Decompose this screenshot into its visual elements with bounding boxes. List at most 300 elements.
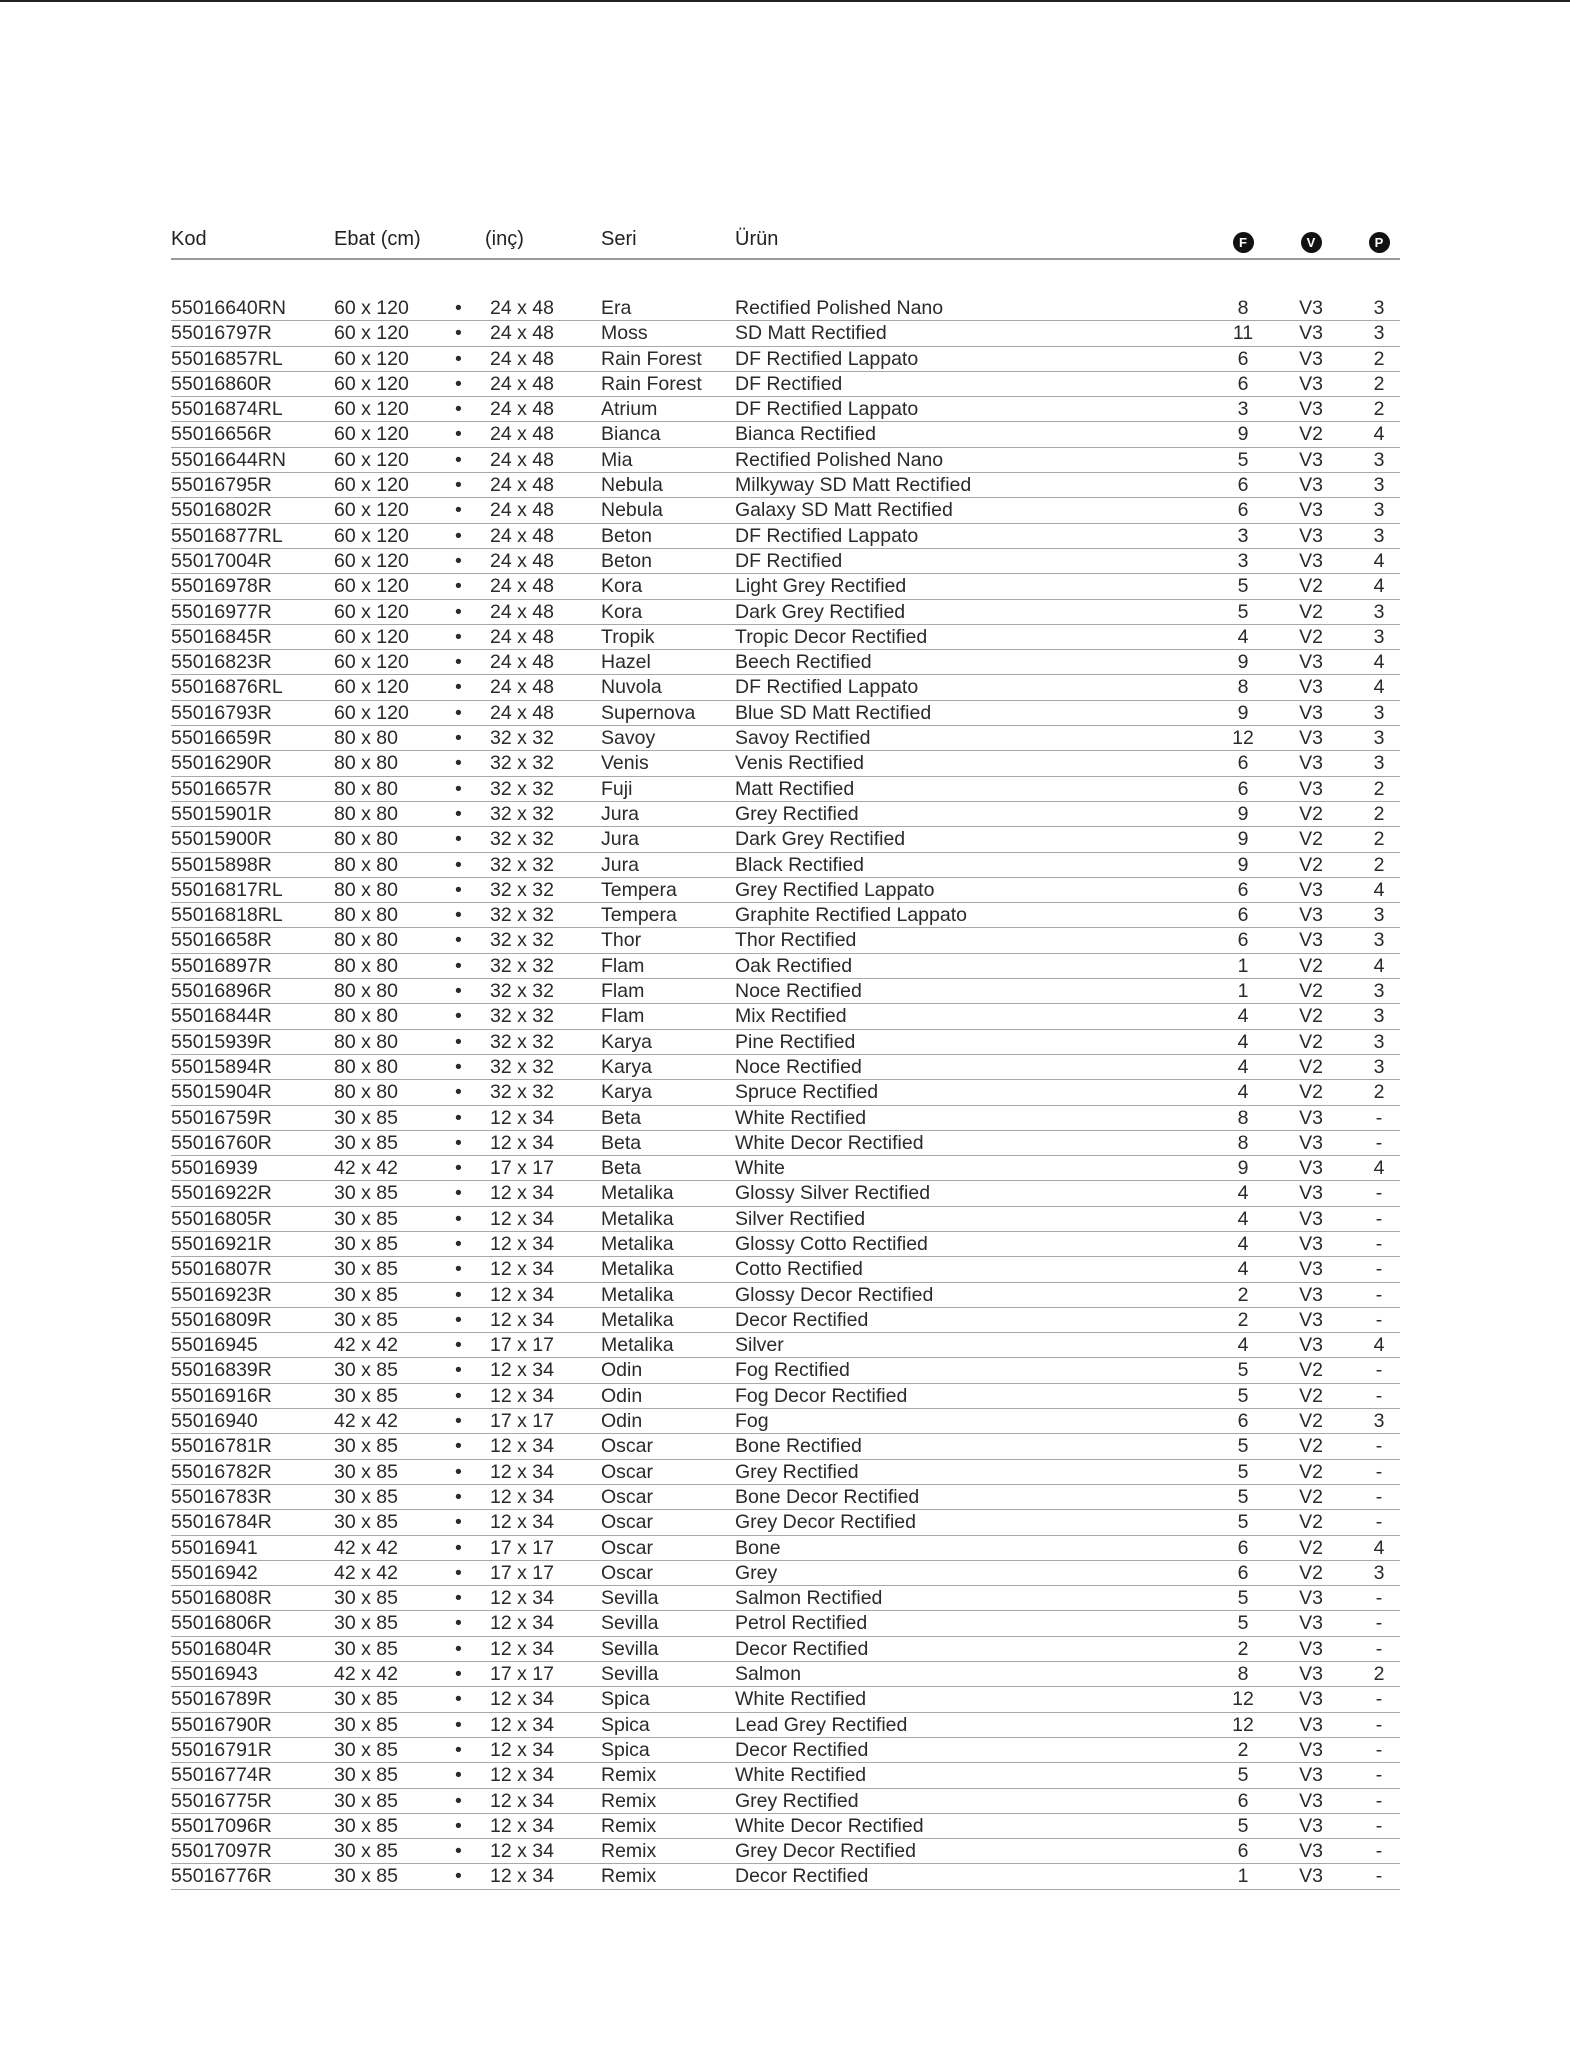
cell-inc: 12 x 34 — [490, 1637, 554, 1660]
cell-inc: 24 x 48 — [490, 322, 554, 345]
cell-v: V3 — [1299, 1637, 1323, 1660]
cell-seri: Karya — [601, 1030, 652, 1053]
cell-inc: 24 x 48 — [490, 676, 554, 699]
cell-f: 9 — [1237, 1157, 1249, 1180]
cell-urun: Lead Grey Rectified — [735, 1713, 908, 1736]
cell-f: 6 — [1237, 929, 1249, 952]
cell-kod: 55016791R — [171, 1738, 272, 1761]
cell-v: V3 — [1299, 752, 1323, 775]
cell-ebat-cm: 60 x 120 — [334, 448, 409, 471]
cell-p: - — [1375, 1182, 1383, 1205]
cell-f: 9 — [1237, 802, 1249, 825]
table-row — [171, 1106, 1400, 1131]
cell-p: - — [1375, 1460, 1383, 1483]
cell-urun: Grey Rectified Lappato — [735, 878, 935, 901]
cell-p: 2 — [1373, 1081, 1385, 1104]
header-urun: Ürün — [735, 228, 779, 250]
cell-f: 5 — [1237, 1384, 1249, 1407]
cell-ebat-cm: 60 x 120 — [334, 524, 409, 547]
cell-urun: Glossy Cotto Rectified — [735, 1232, 928, 1255]
table-row — [171, 726, 1400, 751]
cell-f: 8 — [1237, 297, 1249, 319]
cell-v: V3 — [1299, 474, 1323, 497]
cell-urun: Bianca Rectified — [735, 423, 876, 446]
cell-v: V3 — [1299, 524, 1323, 547]
cell-p: - — [1375, 1713, 1383, 1736]
header-f-icon — [1223, 230, 1263, 253]
cell-kod: 55016844R — [171, 1005, 272, 1028]
cell-kod: 55016941 — [171, 1536, 258, 1559]
cell-inc: 12 x 34 — [490, 1359, 554, 1382]
cell-v: V2 — [1299, 980, 1323, 1003]
table-row — [171, 549, 1400, 574]
cell-seri: Nuvola — [601, 676, 662, 699]
cell-inc: 17 x 17 — [490, 1410, 554, 1433]
cell-kod: 55015894R — [171, 1055, 272, 1078]
cell-kod: 55016804R — [171, 1637, 272, 1660]
cell-seri: Rain Forest — [601, 347, 702, 370]
cell-separator: • — [455, 727, 462, 750]
cell-separator: • — [455, 1612, 462, 1635]
cell-kod: 55016942 — [171, 1561, 258, 1584]
table-row — [171, 1864, 1400, 1889]
table-row — [171, 675, 1400, 700]
cell-urun: Mix Rectified — [735, 1005, 847, 1028]
cell-p: 2 — [1373, 777, 1385, 800]
v-badge: V — [1301, 232, 1322, 253]
cell-f: 8 — [1237, 1106, 1249, 1129]
cell-ebat-cm: 80 x 80 — [334, 954, 398, 977]
p-badge: P — [1369, 232, 1390, 253]
cell-seri: Tempera — [601, 878, 677, 901]
cell-kod: 55016782R — [171, 1460, 272, 1483]
cell-p: - — [1375, 1789, 1383, 1812]
cell-separator: • — [455, 499, 462, 522]
cell-urun: Rectified Polished Nano — [735, 297, 944, 319]
cell-urun: DF Rectified — [735, 549, 843, 572]
cell-ebat-cm: 42 x 42 — [334, 1536, 398, 1559]
cell-p: - — [1375, 1840, 1383, 1863]
cell-v: V3 — [1299, 499, 1323, 522]
cell-kod: 55016808R — [171, 1587, 272, 1610]
cell-p: 4 — [1373, 1157, 1385, 1180]
table-row — [171, 1485, 1400, 1510]
cell-urun: DF Rectified Lappato — [735, 398, 919, 421]
table-row — [171, 928, 1400, 953]
cell-f: 5 — [1237, 1511, 1249, 1534]
cell-f: 1 — [1237, 1865, 1249, 1888]
header-p-icon — [1359, 230, 1399, 253]
cell-ebat-cm: 80 x 80 — [334, 727, 398, 750]
cell-f: 12 — [1232, 1713, 1254, 1736]
table-row — [171, 1257, 1400, 1282]
cell-kod: 55016790R — [171, 1713, 272, 1736]
cell-f: 3 — [1237, 549, 1249, 572]
cell-p: 4 — [1373, 676, 1385, 699]
cell-urun: Graphite Rectified Lappato — [735, 904, 967, 927]
cell-urun: DF Rectified Lappato — [735, 676, 919, 699]
cell-kod: 55016943 — [171, 1663, 258, 1686]
cell-inc: 32 x 32 — [490, 802, 554, 825]
cell-p: - — [1375, 1258, 1383, 1281]
cell-seri: Oscar — [601, 1536, 654, 1559]
cell-seri: Jura — [601, 853, 639, 876]
cell-p: 4 — [1373, 954, 1385, 977]
cell-urun: Decor Rectified — [735, 1637, 869, 1660]
cell-f: 5 — [1237, 1612, 1249, 1635]
cell-seri: Oscar — [601, 1485, 654, 1508]
cell-separator: • — [455, 1536, 462, 1559]
cell-f: 5 — [1237, 1485, 1249, 1508]
table-row — [171, 321, 1400, 346]
cell-v: V3 — [1299, 1131, 1323, 1154]
cell-seri: Sevilla — [601, 1612, 659, 1635]
cell-separator: • — [455, 1511, 462, 1534]
table-row — [171, 1181, 1400, 1206]
cell-urun: Noce Rectified — [735, 1055, 862, 1078]
table-header — [171, 224, 1400, 260]
cell-kod: 55016657R — [171, 777, 272, 800]
cell-p: 4 — [1373, 549, 1385, 572]
cell-separator: • — [455, 549, 462, 572]
cell-v: V2 — [1299, 802, 1323, 825]
cell-kod: 55016795R — [171, 474, 272, 497]
cell-p: 3 — [1373, 474, 1385, 497]
cell-seri: Atrium — [601, 398, 658, 421]
cell-seri: Beton — [601, 549, 652, 572]
table-row — [171, 1409, 1400, 1434]
cell-inc: 12 x 34 — [490, 1738, 554, 1761]
cell-seri: Remix — [601, 1814, 657, 1837]
cell-seri: Remix — [601, 1865, 657, 1888]
cell-kod: 55017097R — [171, 1840, 272, 1863]
cell-p: 3 — [1373, 1005, 1385, 1028]
cell-inc: 12 x 34 — [490, 1485, 554, 1508]
table-row — [171, 1814, 1400, 1839]
cell-v: V3 — [1299, 777, 1323, 800]
cell-kod: 55016818RL — [171, 904, 283, 927]
cell-urun: White Decor Rectified — [735, 1131, 924, 1154]
cell-seri: Sevilla — [601, 1587, 659, 1610]
cell-urun: White — [735, 1157, 785, 1180]
cell-p: 3 — [1373, 1055, 1385, 1078]
cell-seri: Beta — [601, 1131, 642, 1154]
cell-v: V3 — [1299, 1738, 1323, 1761]
cell-v: V3 — [1299, 549, 1323, 572]
cell-v: V3 — [1299, 297, 1323, 319]
table-row — [171, 1536, 1400, 1561]
cell-p: 4 — [1373, 575, 1385, 598]
cell-kod: 55016939 — [171, 1157, 258, 1180]
cell-f: 2 — [1237, 1738, 1249, 1761]
cell-f: 5 — [1237, 1814, 1249, 1837]
cell-inc: 32 x 32 — [490, 1005, 554, 1028]
cell-urun: White Rectified — [735, 1764, 867, 1787]
cell-seri: Flam — [601, 980, 645, 1003]
cell-ebat-cm: 80 x 80 — [334, 878, 398, 901]
cell-separator: • — [455, 929, 462, 952]
cell-urun: Fog Rectified — [735, 1359, 850, 1382]
cell-seri: Bianca — [601, 423, 661, 446]
cell-kod: 55016793R — [171, 701, 272, 724]
table-row — [171, 1611, 1400, 1636]
cell-kod: 55015898R — [171, 853, 272, 876]
cell-v: V2 — [1299, 1005, 1323, 1028]
cell-p: 4 — [1373, 651, 1385, 674]
cell-urun: SD Matt Rectified — [735, 322, 887, 345]
cell-f: 4 — [1237, 1182, 1249, 1205]
table-row — [171, 625, 1400, 650]
cell-v: V2 — [1299, 1561, 1323, 1584]
product-table — [171, 224, 1400, 1890]
cell-f: 6 — [1237, 752, 1249, 775]
cell-ebat-cm: 30 x 85 — [334, 1840, 398, 1863]
cell-v: V2 — [1299, 853, 1323, 876]
cell-v: V3 — [1299, 1334, 1323, 1357]
cell-seri: Spica — [601, 1688, 650, 1711]
cell-separator: • — [455, 398, 462, 421]
table-row — [171, 1232, 1400, 1257]
cell-f: 12 — [1232, 727, 1254, 750]
cell-f: 11 — [1232, 322, 1254, 345]
table-row — [171, 903, 1400, 928]
table-row — [171, 1637, 1400, 1662]
table-row — [171, 853, 1400, 878]
cell-kod: 55016897R — [171, 954, 272, 977]
cell-urun: Fog Decor Rectified — [735, 1384, 908, 1407]
cell-f: 9 — [1237, 651, 1249, 674]
cell-urun: Pine Rectified — [735, 1030, 856, 1053]
cell-kod: 55016797R — [171, 322, 272, 345]
table-row — [171, 1384, 1400, 1409]
cell-separator: • — [455, 828, 462, 851]
table-row — [171, 1586, 1400, 1611]
cell-f: 4 — [1237, 1055, 1249, 1078]
cell-f: 6 — [1237, 1536, 1249, 1559]
cell-seri: Remix — [601, 1764, 657, 1787]
cell-separator: • — [455, 701, 462, 724]
cell-urun: Salmon Rectified — [735, 1587, 883, 1610]
cell-ebat-cm: 30 x 85 — [334, 1485, 398, 1508]
cell-seri: Jura — [601, 828, 639, 851]
cell-p: 3 — [1373, 929, 1385, 952]
cell-inc: 12 x 34 — [490, 1789, 554, 1812]
cell-p: 4 — [1373, 423, 1385, 446]
cell-v: V3 — [1299, 1789, 1323, 1812]
cell-ebat-cm: 30 x 85 — [334, 1359, 398, 1382]
cell-separator: • — [455, 676, 462, 699]
cell-f: 2 — [1237, 1283, 1249, 1306]
cell-f: 2 — [1237, 1308, 1249, 1331]
cell-urun: Black Rectified — [735, 853, 864, 876]
cell-separator: • — [455, 423, 462, 446]
cell-separator: • — [455, 1587, 462, 1610]
cell-inc: 17 x 17 — [490, 1561, 554, 1584]
table-row — [171, 1358, 1400, 1383]
cell-kod: 55016823R — [171, 651, 272, 674]
cell-seri: Remix — [601, 1789, 657, 1812]
cell-separator: • — [455, 651, 462, 674]
cell-separator: • — [455, 1688, 462, 1711]
cell-p: - — [1375, 1738, 1383, 1761]
cell-seri: Supernova — [601, 701, 696, 724]
table-row — [171, 1055, 1400, 1080]
table-row — [171, 1207, 1400, 1232]
cell-seri: Tropik — [601, 625, 655, 648]
cell-urun: Light Grey Rectified — [735, 575, 907, 598]
header-kod: Kod — [171, 228, 207, 250]
table-row — [171, 1763, 1400, 1788]
cell-inc: 12 x 34 — [490, 1865, 554, 1888]
cell-v: V3 — [1299, 701, 1323, 724]
cell-separator: • — [455, 1106, 462, 1129]
cell-urun: Bone Rectified — [735, 1435, 862, 1458]
cell-separator: • — [455, 1485, 462, 1508]
cell-ebat-cm: 80 x 80 — [334, 904, 398, 927]
cell-separator: • — [455, 752, 462, 775]
cell-v: V2 — [1299, 1055, 1323, 1078]
cell-inc: 17 x 17 — [490, 1663, 554, 1686]
cell-inc: 32 x 32 — [490, 904, 554, 927]
cell-p: - — [1375, 1814, 1383, 1837]
cell-seri: Beta — [601, 1106, 642, 1129]
cell-separator: • — [455, 1030, 462, 1053]
cell-v: V2 — [1299, 1081, 1323, 1104]
cell-inc: 24 x 48 — [490, 701, 554, 724]
cell-separator: • — [455, 954, 462, 977]
cell-inc: 12 x 34 — [490, 1612, 554, 1635]
cell-kod: 55016923R — [171, 1283, 272, 1306]
table-row — [171, 1030, 1400, 1055]
cell-seri: Odin — [601, 1410, 643, 1433]
cell-ebat-cm: 80 x 80 — [334, 802, 398, 825]
cell-v: V3 — [1299, 1814, 1323, 1837]
cell-ebat-cm: 30 x 85 — [334, 1232, 398, 1255]
cell-seri: Metalika — [601, 1308, 674, 1331]
cell-p: 3 — [1373, 448, 1385, 471]
cell-urun: DF Rectified — [735, 372, 843, 395]
cell-urun: Galaxy SD Matt Rectified — [735, 499, 953, 522]
cell-ebat-cm: 60 x 120 — [334, 398, 409, 421]
cell-ebat-cm: 60 x 120 — [334, 575, 409, 598]
cell-p: - — [1375, 1207, 1383, 1230]
cell-separator: • — [455, 524, 462, 547]
cell-separator: • — [455, 1637, 462, 1660]
cell-p: 3 — [1373, 600, 1385, 623]
f-badge: F — [1233, 232, 1254, 253]
cell-p: - — [1375, 1612, 1383, 1635]
cell-ebat-cm: 80 x 80 — [334, 1030, 398, 1053]
cell-inc: 12 x 34 — [490, 1460, 554, 1483]
cell-separator: • — [455, 1713, 462, 1736]
cell-ebat-cm: 42 x 42 — [334, 1410, 398, 1433]
cell-kod: 55015939R — [171, 1030, 272, 1053]
cell-v: V3 — [1299, 448, 1323, 471]
cell-seri: Jura — [601, 802, 639, 825]
table-row — [171, 1004, 1400, 1029]
cell-urun: Glossy Decor Rectified — [735, 1283, 934, 1306]
cell-urun: White Rectified — [735, 1688, 867, 1711]
cell-f: 5 — [1237, 1359, 1249, 1382]
cell-inc: 12 x 34 — [490, 1283, 554, 1306]
cell-kod: 55016659R — [171, 727, 272, 750]
cell-seri: Venis — [601, 752, 649, 775]
cell-kod: 55016807R — [171, 1258, 272, 1281]
cell-kod: 55016977R — [171, 600, 272, 623]
cell-separator: • — [455, 1840, 462, 1863]
cell-v: V3 — [1299, 1587, 1323, 1610]
cell-ebat-cm: 30 x 85 — [334, 1283, 398, 1306]
cell-separator: • — [455, 1005, 462, 1028]
cell-v: V2 — [1299, 1410, 1323, 1433]
cell-kod: 55016759R — [171, 1106, 272, 1129]
cell-ebat-cm: 30 x 85 — [334, 1435, 398, 1458]
cell-seri: Metalika — [601, 1182, 674, 1205]
cell-separator: • — [455, 625, 462, 648]
cell-ebat-cm: 80 x 80 — [334, 929, 398, 952]
cell-urun: Grey — [735, 1561, 778, 1584]
cell-seri: Flam — [601, 1005, 645, 1028]
cell-separator: • — [455, 1207, 462, 1230]
cell-inc: 24 x 48 — [490, 651, 554, 674]
cell-separator: • — [455, 1738, 462, 1761]
cell-inc: 32 x 32 — [490, 1055, 554, 1078]
cell-urun: Oak Rectified — [735, 954, 853, 977]
cell-seri: Fuji — [601, 777, 633, 800]
cell-ebat-cm: 30 x 85 — [334, 1511, 398, 1534]
table-row — [171, 751, 1400, 776]
cell-inc: 12 x 34 — [490, 1182, 554, 1205]
table-row — [171, 372, 1400, 397]
table-row — [171, 1156, 1400, 1181]
cell-urun: Cotto Rectified — [735, 1258, 863, 1281]
cell-f: 5 — [1237, 1764, 1249, 1787]
cell-p: 2 — [1373, 372, 1385, 395]
cell-seri: Metalika — [601, 1232, 674, 1255]
cell-ebat-cm: 60 x 120 — [334, 297, 409, 319]
cell-inc: 24 x 48 — [490, 549, 554, 572]
cell-p: - — [1375, 1131, 1383, 1154]
table-row — [171, 448, 1400, 473]
cell-kod: 55016857RL — [171, 347, 283, 370]
cell-ebat-cm: 30 x 85 — [334, 1207, 398, 1230]
cell-v: V3 — [1299, 1232, 1323, 1255]
cell-inc: 24 x 48 — [490, 474, 554, 497]
cell-kod: 55016845R — [171, 625, 272, 648]
header-seri: Seri — [601, 228, 637, 250]
cell-inc: 12 x 34 — [490, 1207, 554, 1230]
cell-v: V3 — [1299, 904, 1323, 927]
cell-separator: • — [455, 1865, 462, 1888]
cell-ebat-cm: 60 x 120 — [334, 651, 409, 674]
cell-kod: 55017004R — [171, 549, 272, 572]
cell-inc: 24 x 48 — [490, 575, 554, 598]
cell-inc: 32 x 32 — [490, 1030, 554, 1053]
cell-v: V2 — [1299, 600, 1323, 623]
cell-urun: Dark Grey Rectified — [735, 600, 906, 623]
cell-v: V3 — [1299, 1258, 1323, 1281]
cell-f: 5 — [1237, 1587, 1249, 1610]
cell-f: 5 — [1237, 1435, 1249, 1458]
table-row — [171, 347, 1400, 372]
cell-p: - — [1375, 1308, 1383, 1331]
cell-seri: Metalika — [601, 1334, 674, 1357]
cell-v: V3 — [1299, 347, 1323, 370]
cell-separator: • — [455, 1232, 462, 1255]
table-row — [171, 1713, 1400, 1738]
cell-urun: Salmon — [735, 1663, 802, 1686]
cell-p: - — [1375, 1283, 1383, 1306]
